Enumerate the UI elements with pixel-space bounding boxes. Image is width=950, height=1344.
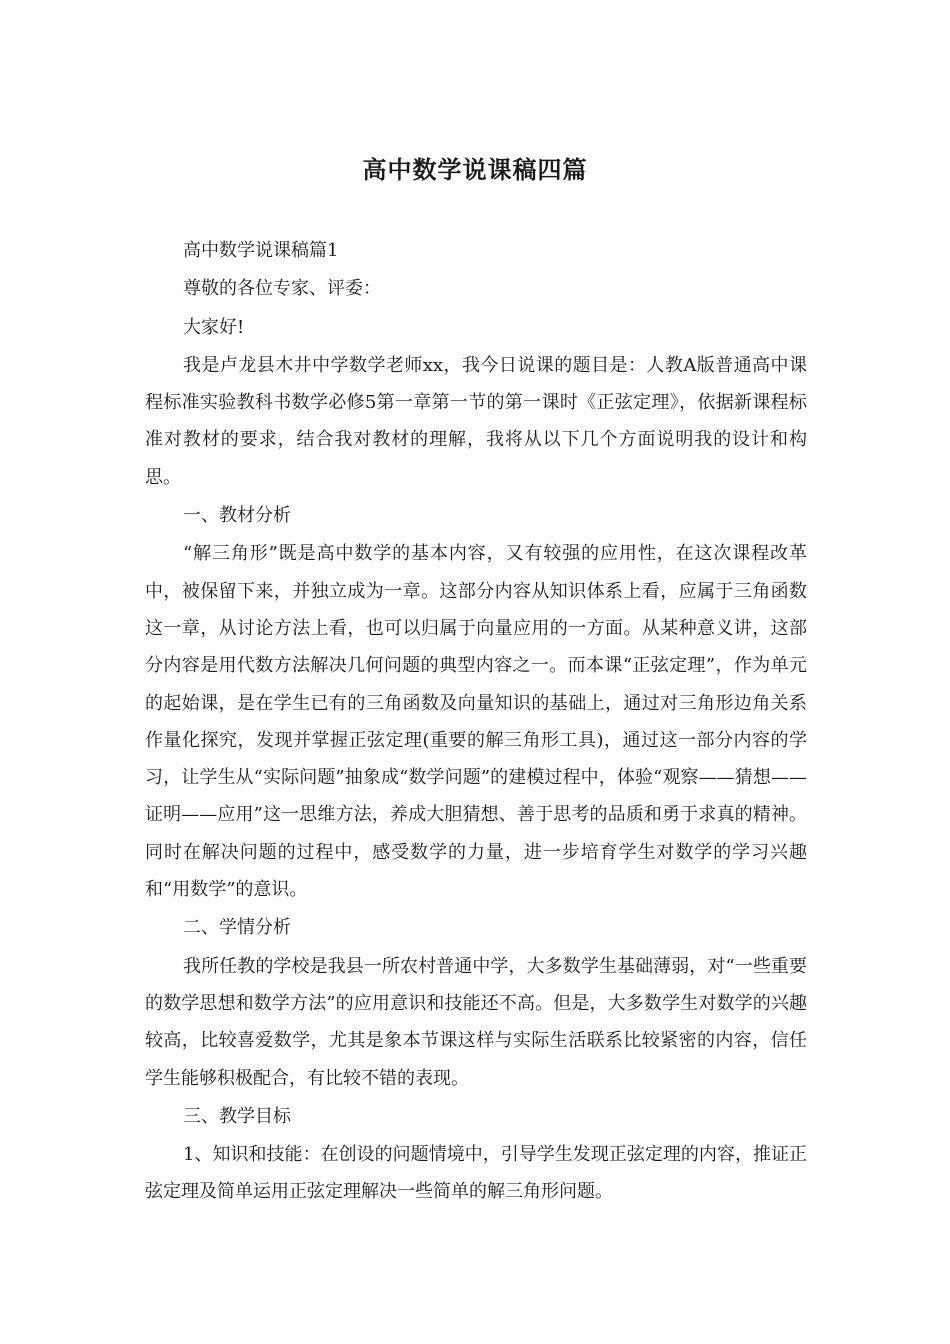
paragraph-introduction: 我是卢龙县木井中学数学老师xx，我今日说课的题目是：人教A版普通高中课程标准实验教科书数学必修5第一章第一节的第一课时《正弦定理》，依据新课程标准对教材的要求，结合我对教材的理解，我将从以下几个方面说明我的设计和构思。 — [145, 354, 807, 488]
paragraph-student-analysis: 我所任教的学校是我县一所农村普通中学，大多数学生基础薄弱，对“一些重要的数学思想和数学方法”的应用意识和技能还不高。但是，大多数学生对数学的兴趣较高，比较喜爱数学，尤其是象本节课这样与实际生活联系比较紧密的内容，信任学生能够积极配合，有比较不错的表现。 — [145, 955, 807, 1089]
section-heading-textbook-analysis: 一、教材分析 — [183, 505, 291, 527]
section-heading-teaching-goals: 三、教学目标 — [183, 1105, 291, 1127]
document-title: 高中数学说课稿四篇 — [362, 155, 588, 184]
paragraph-knowledge-skills: 1、知识和技能：在创设的问题情境中，引导学生发现正弦定理的内容，推证正弦定理及简单运用正弦定理解决一些简单的解三角形问题。 — [145, 1144, 807, 1203]
paragraph-textbook-analysis: “解三角形”既是高中数学的基本内容，又有较强的应用性，在这次课程改革中，被保留下来，并独立成为一章。这部分内容从知识体系上看，应属于三角函数这一章，从讨论方法上看，也可以归属于向量应用的一方面。从某种意义讲，这部分内容是用代数方法解决几何问题的典型内容之一。而本课“正弦定理”，作为单元的起始课，是在学生已有的三角函数及向量知识的基础上，通过对三角形边角关系作量化探究，发现并掌握正弦定理(重要的解三角形工具)，通过这一部分内容的学习，让学生从“实际问题”抽象成“数学问题”的建模过程中，体验“观察——猜想——证明——应用”这一思维方法，养成大胆猜想、善于思考的品质和勇于求真的精神。同时在解决问题的过程中，感受数学的力量，进一步培育学生对数学的学习兴趣和“用数学”的意识。 — [145, 543, 807, 901]
paragraph-heading-part1: 高中数学说课稿篇1 — [183, 240, 339, 261]
document-body — [145, 232, 807, 1212]
paragraph-salutation: 尊敬的各位专家、评委： — [183, 278, 381, 300]
paragraph-greeting: 大家好! — [183, 316, 245, 338]
section-heading-student-analysis: 二、学情分析 — [183, 917, 291, 939]
